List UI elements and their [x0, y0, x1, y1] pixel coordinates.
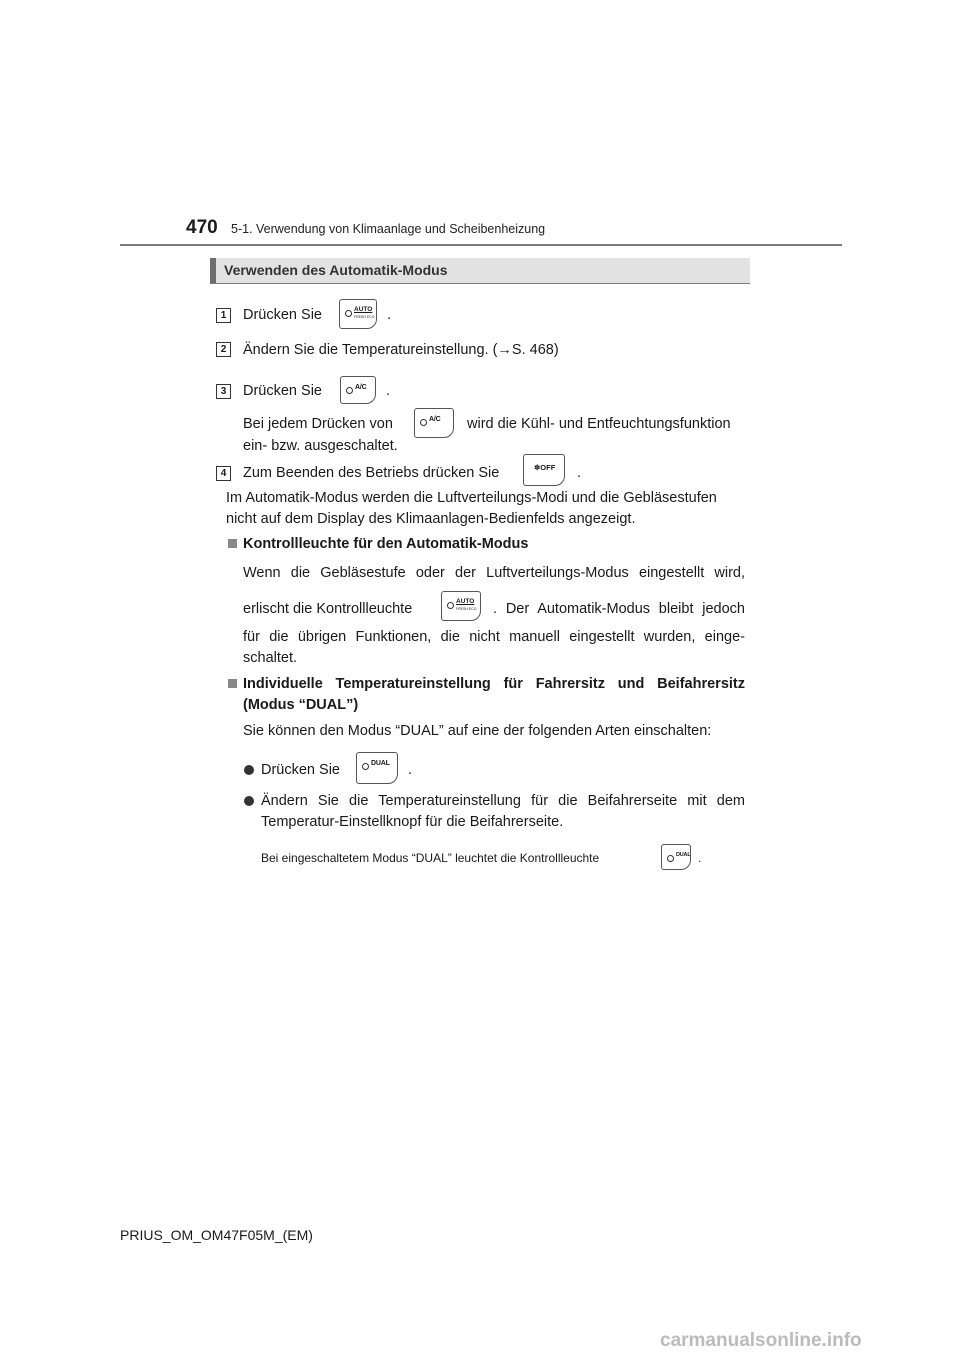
indicator-line-4: schaltet. — [243, 650, 297, 666]
step-1-text: Drücken Sie — [243, 307, 322, 323]
header-rule — [120, 244, 842, 246]
step-badge-1: 1 — [216, 308, 231, 323]
dual-note-period: . — [698, 851, 702, 865]
dual-button-label: DUAL — [676, 852, 691, 858]
off-label: OFF — [540, 463, 556, 472]
auto-button-sub-label: FRESH ECO — [456, 607, 477, 611]
step-3-period: . — [386, 383, 391, 399]
chapter-title: 5-1. Verwendung von Klimaanlage und Scheibenheizung — [231, 222, 546, 236]
dot-bullet-icon — [244, 796, 254, 806]
dual-button-inline[interactable] — [661, 844, 691, 870]
step-badge-3: 3 — [216, 384, 231, 399]
page-number: 470 — [186, 217, 218, 238]
indicator-led-icon — [667, 855, 674, 862]
dual-bullet-1-text: Drücken Sie — [261, 762, 340, 778]
auto-button-sub-label: FRESH ECO — [354, 315, 375, 319]
dual-heading-line-2: (Modus “DUAL”) — [243, 697, 359, 713]
step-2-text: Ändern Sie die Temperatureinstellung. (→S. 468) — [243, 342, 559, 358]
section-title: Verwenden des Automatik-Modus — [224, 262, 448, 278]
auto-button[interactable] — [339, 299, 377, 329]
dual-heading-line-1: Individuelle Temperatureinstellung für Fahrersitz und Beifahrersitz — [243, 676, 745, 692]
dual-button[interactable] — [356, 752, 398, 784]
indicator-led-icon — [345, 310, 352, 317]
square-bullet-icon — [228, 539, 237, 548]
indicator-line-2-start: erlischt die Kontrollleuchte — [243, 601, 413, 617]
fan-off-label: ✽OFF — [534, 463, 556, 472]
dual-button-label: DUAL — [371, 760, 390, 767]
step-3-note-line2: ein- bzw. ausgeschaltet. — [243, 438, 398, 454]
auto-button-inline[interactable] — [441, 591, 481, 621]
indicator-led-icon — [447, 602, 454, 609]
ac-button-label: A/C — [429, 416, 441, 423]
dot-bullet-icon — [244, 765, 254, 775]
square-bullet-icon — [228, 679, 237, 688]
section-heading — [210, 258, 750, 284]
section-accent — [210, 258, 216, 283]
ac-button[interactable] — [340, 376, 376, 404]
dual-bullet-1-period: . — [408, 762, 413, 778]
indicator-led-icon — [420, 419, 427, 426]
step-badge-2: 2 — [216, 342, 231, 357]
dual-bullet-2-line-2: Temperatur-Einstellknopf für die Beifahrerseite. — [261, 814, 564, 830]
step-3-note-end: wird die Kühl- und Entfeuchtungsfunktion — [467, 416, 731, 432]
step-badge-4: 4 — [216, 466, 231, 481]
auto-button-label: AUTO — [456, 598, 475, 605]
fan-off-button[interactable] — [523, 454, 565, 486]
indicator-led-icon — [346, 387, 353, 394]
step-4-text: Zum Beenden des Betriebs drücken Sie — [243, 465, 500, 481]
auto-mode-line-1: Im Automatik-Modus werden die Luftverteilungs-Modi und die Gebläsestufen — [226, 490, 717, 506]
indicator-led-icon — [362, 763, 369, 770]
watermark: carmanualsonline.info — [660, 1330, 862, 1351]
auto-button-label: AUTO — [354, 306, 373, 313]
indicator-line-3: für die übrigen Funktionen, die nicht manuell eingestellt wurden, einge- — [243, 629, 745, 645]
indicator-line-1: Wenn die Gebläsestufe oder der Luftverteilungs-Modus eingestellt wird, — [243, 565, 745, 581]
dual-intro: Sie können den Modus “DUAL” auf eine der folgenden Arten einschalten: — [243, 723, 712, 739]
indicator-line-2-end: . Der Automatik-Modus bleibt jedoch — [493, 601, 745, 617]
ac-button-label: A/C — [355, 384, 367, 391]
auto-mode-line-2: nicht auf dem Display des Klimaanlagen-Bedienfelds angezeigt. — [226, 511, 636, 527]
dual-bullet-2-line-1: Ändern Sie die Temperatureinstellung für die Beifahrerseite mit dem — [261, 793, 745, 809]
dual-note-text: Bei eingeschaltetem Modus “DUAL” leuchtet die Kontrollleuchte — [261, 851, 600, 865]
step-3-note-start: Bei jedem Drücken von — [243, 416, 393, 432]
step-4-period: . — [577, 465, 582, 481]
ac-button-inline[interactable] — [414, 408, 454, 438]
indicator-heading: Kontrollleuchte für den Automatik-Modus — [243, 536, 529, 552]
step-1-period: . — [387, 307, 392, 323]
step-3-text: Drücken Sie — [243, 383, 322, 399]
document-code: PRIUS_OM_OM47F05M_(EM) — [120, 1227, 313, 1243]
